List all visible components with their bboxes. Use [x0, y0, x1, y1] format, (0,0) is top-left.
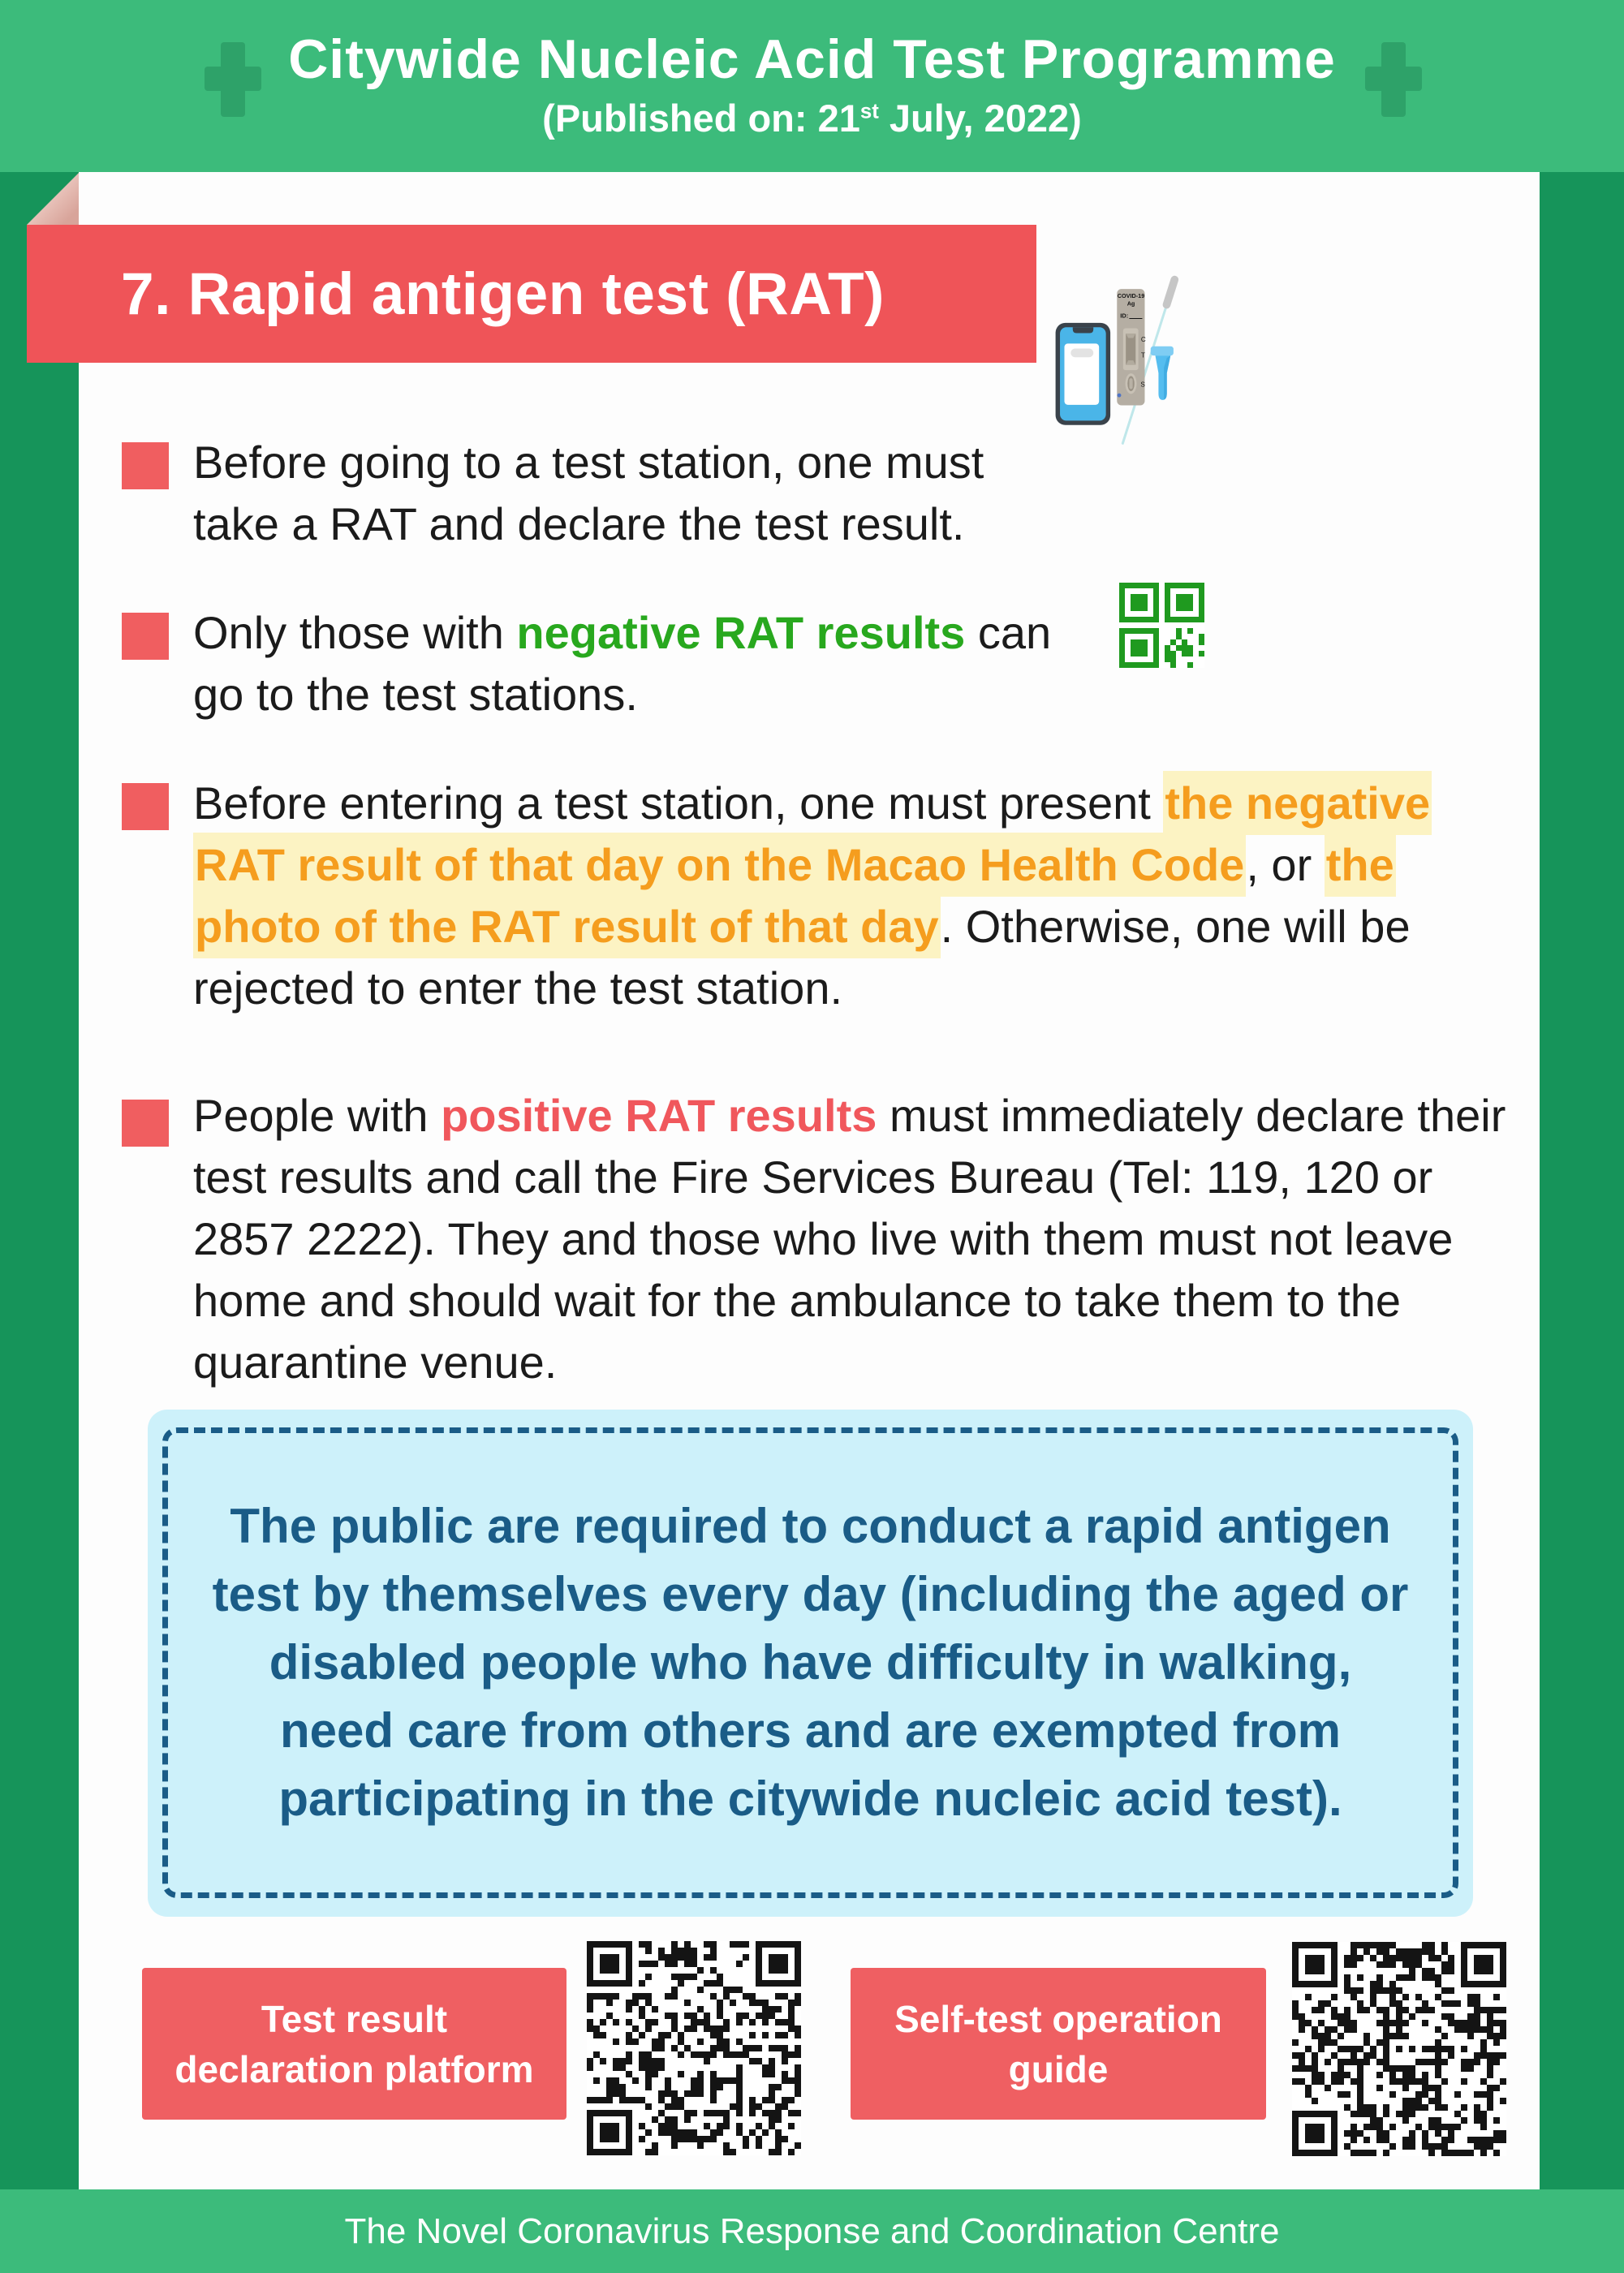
cassette-c-mark: C: [1140, 336, 1146, 344]
cassette-id-label: ID:: [1120, 312, 1129, 320]
bullet-marker: [122, 442, 169, 489]
bullet-item: Before going to a test station, one must take a RAT and declare the test result.: [193, 437, 984, 549]
rat-illustration: [1047, 268, 1501, 836]
self-test-guide-button[interactable]: [851, 1968, 1266, 2120]
footer-text: The Novel Coronavirus Response and Coordination Centre: [344, 2211, 1280, 2251]
bullet-marker: [122, 1100, 169, 1147]
cassette-subtitle: Ag: [1126, 299, 1135, 308]
cassette-t-mark: T: [1140, 351, 1145, 359]
section-title: 7. Rapid antigen test (RAT): [121, 260, 885, 327]
bullet-item: People with positive RAT results must immediately declare their test results and call the Fire Services Bureau (Tel: 119, 120 or 2857 2222). They and those who live with them must not leave home and should wait for the ambulance to take them to the quarantine venue.: [193, 1090, 1506, 1388]
button-label: Self-test operation guide: [894, 1997, 1222, 2090]
self-test-guide-qr-code[interactable]: [1292, 1942, 1506, 2156]
bullet-item: Before entering a test station, one must present the negative RAT result of that day on the Macao Health Code, or the photo of the RAT result of that day. Otherwise, one will be rejected to enter the test station.: [193, 773, 1528, 1019]
section-banner: [27, 225, 1036, 363]
cassette-title: COVID-19: [1117, 291, 1145, 299]
button-label: Test result declaration platform: [174, 1997, 534, 2090]
sample-tube-icon: [1151, 347, 1174, 400]
phone-icon: [1056, 323, 1111, 425]
notice-text: The public are required to conduct a rapid antigen test by themselves every day (including the aged or disabled people who have difficulty in walking, need care from others and are exempted from participating in the citywide nucleic acid test).: [212, 1499, 1409, 1826]
page-title: Citywide Nucleic Acid Test Programme: [288, 28, 1336, 90]
test-result-declaration-button[interactable]: [142, 1968, 566, 2120]
published-date: (Published on: 21st July, 2022): [542, 97, 1082, 140]
bullet-item: Only those with negative RAT results can go to the test stations.: [193, 607, 1052, 720]
bullet-marker: [122, 783, 169, 830]
cassette-s-mark: S: [1140, 381, 1145, 389]
bullet-marker: [122, 613, 169, 660]
health-code-qr-icon: [1119, 583, 1204, 668]
notice-box-border: [162, 1427, 1458, 1898]
page-curl: [27, 173, 79, 225]
footer-band: [0, 2189, 1624, 2273]
test-cassette-icon: [1117, 289, 1146, 405]
declaration-platform-qr-code[interactable]: [587, 1941, 801, 2155]
header-band: [0, 0, 1624, 172]
